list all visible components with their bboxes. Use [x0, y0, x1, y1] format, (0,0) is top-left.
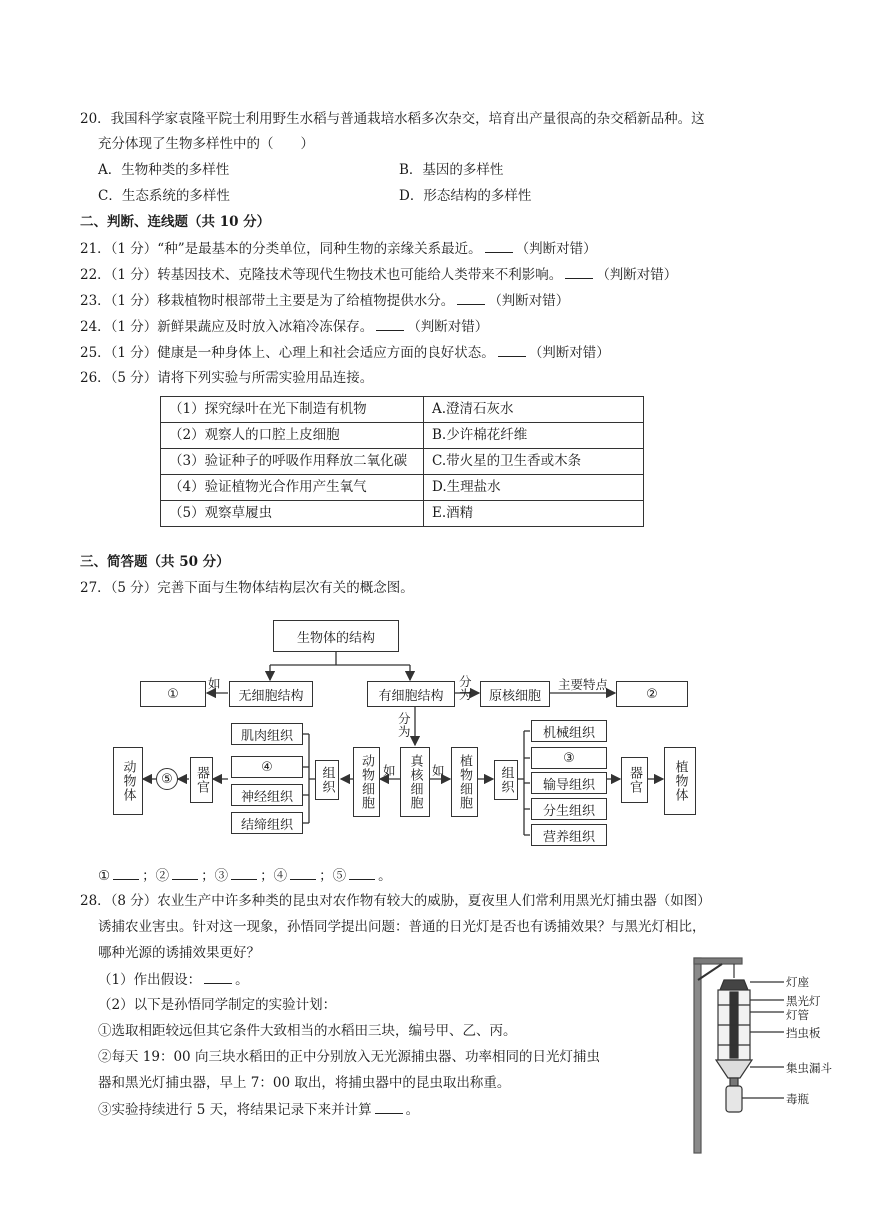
- judge-24-text: 24．（1 分）新鲜果蔬应及时放入冰箱冷冻保存。: [80, 319, 374, 335]
- table-row: [161, 501, 644, 527]
- no-cell-structure: 无细胞结构: [229, 681, 313, 707]
- answer-label-3: ；③: [201, 868, 229, 884]
- blank-5[interactable]: ⑤: [156, 768, 178, 790]
- q28-stem-line1: 28．（8 分）农业生产中许多种类的昆虫对农作物有较大的威胁，夏夜里人们常利用黑光灯捕虫器（如图）: [80, 893, 711, 909]
- judge-question-21: [80, 239, 597, 258]
- answer-blank-2[interactable]: [172, 866, 198, 880]
- plant-cell: 植物细胞: [451, 747, 478, 817]
- experiment-cell[interactable]: （5）观察草履虫: [161, 501, 424, 527]
- answer-label-2: ；②: [142, 868, 170, 884]
- label-ru: 如: [208, 676, 221, 691]
- label-ru-plant: 如: [432, 763, 445, 778]
- experiment-cell[interactable]: （3）验证种子的呼吸作用释放二氧化碳: [161, 449, 424, 475]
- q20-stem-line2: 充分体现了生物多样性中的（ ）: [98, 136, 314, 152]
- answer-blank[interactable]: [376, 317, 404, 331]
- label-lamp-tube: 灯管: [786, 1008, 809, 1022]
- q20-option-d: D．形态结构的多样性: [399, 188, 532, 204]
- matching-table: [160, 396, 644, 527]
- insect-trap-drawing: [688, 950, 848, 1155]
- answer-blank[interactable]: [485, 239, 513, 253]
- answer-label-4: ；④: [260, 868, 288, 884]
- organ-animal: 器官: [190, 757, 213, 803]
- q27-answer-line: [98, 866, 392, 885]
- judge-question-25: [80, 343, 610, 362]
- answer-blank-5[interactable]: [349, 866, 375, 880]
- q28-sub1-end: 。: [235, 972, 249, 988]
- q20-option-b: B．基因的多样性: [399, 162, 504, 178]
- has-cell-structure: 有细胞结构: [367, 681, 455, 707]
- judge-25-text: 25．（1 分）健康是一种身体上、心理上和社会适应方面的良好状态。: [80, 345, 495, 361]
- label-ru-animal: 如: [383, 763, 396, 778]
- judge-21-suffix: （判断对错）: [515, 241, 597, 257]
- label-baffle: 挡虫板: [786, 1026, 821, 1040]
- nutritive-tissue: 营养组织: [531, 824, 607, 846]
- blank-4[interactable]: ④: [231, 756, 303, 778]
- judge-22-text: 22．（1 分）转基因技术、克隆技术等现代生物技术也可能给人类带来不利影响。: [80, 267, 563, 283]
- label-funnel: 集虫漏斗: [786, 1061, 832, 1075]
- label-poison-bottle: 毒瓶: [786, 1092, 809, 1106]
- judge-question-22: [80, 265, 677, 284]
- q27-stem: 27．（5 分）完善下面与生物体结构层次有关的概念图。: [80, 580, 414, 596]
- label-black-light: 黑光灯: [786, 994, 821, 1008]
- table-row: [161, 449, 644, 475]
- connective-tissue: 结缔组织: [231, 812, 303, 834]
- q20-stem-line1: 20．我国科学家袁隆平院士利用野生水稻与普通栽培水稻多次杂交，培育出产量很高的杂交稻新品种。这: [80, 111, 705, 127]
- q28-sub1-text: （1）作出假设：: [98, 972, 202, 988]
- judge-question-23: [80, 291, 569, 310]
- table-row: [161, 397, 644, 423]
- tissue-animal: 组织: [315, 760, 339, 800]
- material-cell[interactable]: A.澄清石灰水: [424, 397, 644, 423]
- material-cell[interactable]: D.生理盐水: [424, 475, 644, 501]
- section-3-heading: 三、简答题（共 50 分）: [80, 554, 230, 570]
- judge-22-suffix: （判断对错）: [596, 267, 678, 283]
- q28-sub1: [98, 970, 249, 989]
- muscle-tissue: 肌肉组织: [231, 723, 303, 745]
- label-fenwei-2: 分为: [398, 711, 411, 739]
- q28-step2-line1: ②每天 19：00 向三块水稻田的正中分别放入无光源捕虫器、功率相同的日光灯捕虫: [98, 1049, 600, 1065]
- answer-label-1: ①: [98, 868, 111, 884]
- insect-trap-figure: [688, 950, 848, 1155]
- plant-body: 植物体: [664, 747, 696, 815]
- material-cell[interactable]: E.酒精: [424, 501, 644, 527]
- prokaryotic-cell: 原核细胞: [480, 681, 550, 707]
- section-2-heading: 二、判断、连线题（共 10 分）: [80, 214, 271, 230]
- mechanical-tissue: 机械组织: [531, 720, 607, 742]
- answer-blank-3[interactable]: [231, 866, 257, 880]
- q28-stem-line3: 哪种光源的诱捕效果更好？: [98, 945, 260, 961]
- answer-blank-4[interactable]: [290, 866, 316, 880]
- label-lamp-base: 灯座: [786, 975, 809, 989]
- animal-body: 动物体: [113, 747, 143, 815]
- meristematic-tissue: 分生组织: [531, 798, 607, 820]
- q28-step2-line2: 器和黑光灯捕虫器，早上 7：00 取出，将捕虫器中的昆虫取出称重。: [98, 1075, 511, 1091]
- experiment-cell[interactable]: （2）观察人的口腔上皮细胞: [161, 423, 424, 449]
- experiment-cell[interactable]: （1）探究绿叶在光下制造有机物: [161, 397, 424, 423]
- q20-option-c: C．生态系统的多样性: [98, 188, 230, 204]
- q28-step1: ①选取相距较远但其它条件大致相当的水稻田三块，编号甲、乙、丙。: [98, 1023, 517, 1039]
- table-row: [161, 475, 644, 501]
- q26-stem: 26．（5 分）请将下列实验与所需实验用品连接。: [80, 370, 374, 386]
- tissue-plant: 组织: [494, 760, 518, 800]
- blank-1[interactable]: ①: [140, 681, 206, 707]
- judge-24-suffix: （判断对错）: [407, 319, 489, 335]
- blank-2[interactable]: ②: [616, 681, 688, 707]
- concept-map: [110, 617, 730, 847]
- label-fenwei: 分为: [459, 674, 472, 702]
- judge-25-suffix: （判断对错）: [528, 345, 610, 361]
- label-main-features: 主要特点: [558, 677, 609, 692]
- blank-3[interactable]: ③: [531, 747, 607, 769]
- answer-blank-1[interactable]: [113, 866, 139, 880]
- material-cell[interactable]: C.带火星的卫生香或木条: [424, 449, 644, 475]
- answer-blank[interactable]: [457, 291, 485, 305]
- judge-23-text: 23．（1 分）移栽植物时根部带土主要是为了给植物提供水分。: [80, 293, 455, 309]
- answer-end: 。: [378, 868, 392, 884]
- animal-cell: 动物细胞: [353, 747, 380, 817]
- table-row: [161, 423, 644, 449]
- q20-option-a: A．生物种类的多样性: [98, 162, 230, 178]
- conductive-tissue: 输导组织: [531, 772, 607, 794]
- judge-21-text: 21．（1 分）“种”是最基本的分类单位，同种生物的亲缘关系最近。: [80, 241, 482, 257]
- material-cell[interactable]: B.少许棉花纤维: [424, 423, 644, 449]
- hypothesis-blank[interactable]: [204, 970, 232, 984]
- q28-step3-end: 。: [405, 1102, 420, 1118]
- calculation-blank[interactable]: [375, 1100, 403, 1114]
- nervous-tissue: 神经组织: [231, 784, 303, 806]
- q28-stem-line2: 诱捕农业害虫。针对这一现象，孙悟同学提出问题：普通的日光灯是否也有诱捕效果？与黑光灯相比，: [98, 919, 706, 935]
- concept-root: 生物体的结构: [273, 620, 399, 652]
- answer-label-5: ；⑤: [319, 868, 347, 884]
- q28-sub2: （2）以下是孙悟同学制定的实验计划：: [98, 997, 337, 1013]
- judge-23-suffix: （判断对错）: [488, 293, 570, 309]
- organ-plant: 器官: [621, 757, 648, 803]
- q28-step3-text: ③实验持续进行 5 天，将结果记录下来并计算: [98, 1102, 372, 1118]
- eukaryotic-cell: 真核细胞: [400, 747, 430, 817]
- judge-question-24: [80, 317, 488, 336]
- answer-blank[interactable]: [565, 265, 593, 279]
- answer-blank[interactable]: [498, 343, 526, 357]
- q28-step3: [98, 1100, 419, 1119]
- experiment-cell[interactable]: （4）验证植物光合作用产生氧气: [161, 475, 424, 501]
